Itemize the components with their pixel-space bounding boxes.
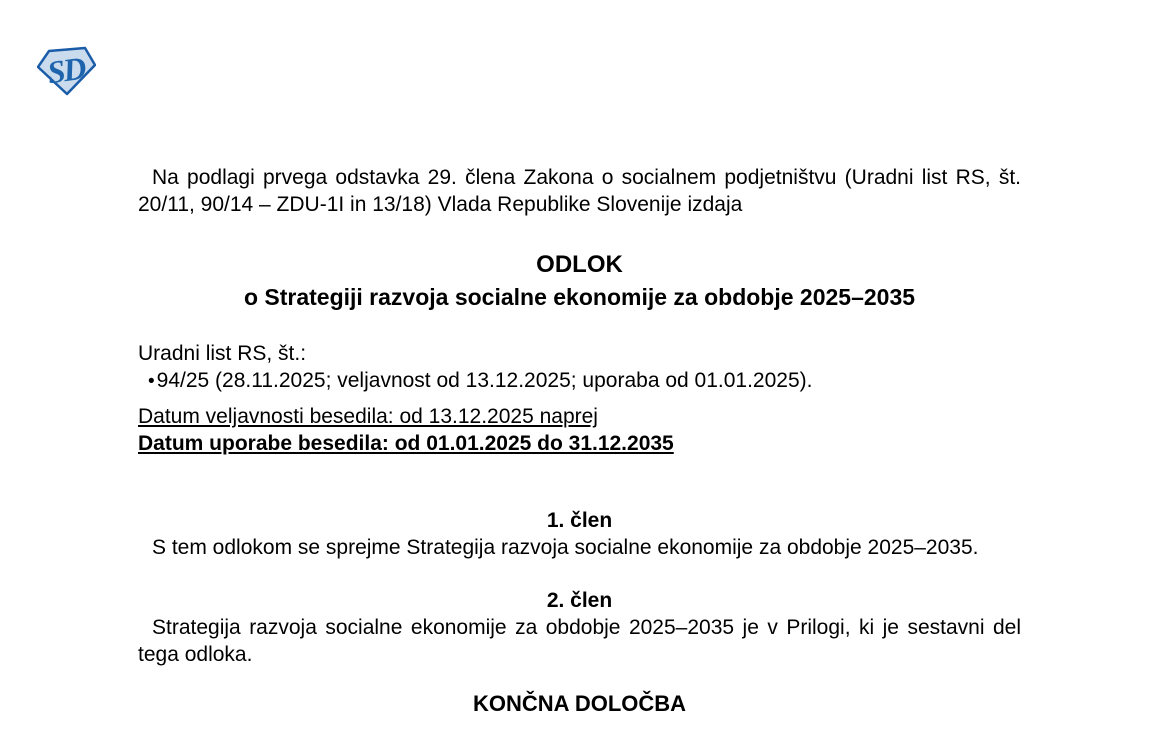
article-1-body: S tem odlokom se sprejme Strategija razvoja socialne ekonomije za obdobje 2025–2035. [152, 536, 979, 559]
article-2-heading: 2. člen [546, 589, 613, 612]
gazette-label: Uradni list RS, št.: [138, 342, 307, 365]
intro-paragraph: Na podlagi prvega odstavka 29. člena Zakona o socialnem podjetništvu (Uradni list RS, št. 20/11, 90/14 – ZDU-1I in 13/18) Vlada Republike Slovenije izdaja [138, 166, 1021, 216]
application-date-line: Datum uporabe besedila: od 01.01.2025 do 31.12.2035 [138, 432, 674, 455]
document-title: ODLOK [536, 251, 623, 278]
datum-block [138, 403, 1021, 457]
logo-sd-letters: SD [45, 49, 87, 91]
document-subtitle: o Strategiji razvoja socialne ekonomije za obdobje 2025–2035 [243, 284, 916, 310]
sd-diamond-logo [37, 45, 96, 96]
gazette-section [138, 340, 1021, 395]
gazette-item-text: 94/25 (28.11.2025; veljavnost od 13.12.2025; uporaba od 01.01.2025). [156, 369, 813, 392]
final-provision-heading: KONČNA DOLOČBA [472, 691, 687, 716]
article-2-body: Strategija razvoja socialne ekonomije za obdobje 2025–2035 je v Prilogi, ki je sestavni del tega odloka. [138, 616, 1021, 666]
document-content [138, 164, 1021, 717]
bullet-icon: • [148, 371, 155, 392]
validity-date-line: Datum veljavnosti besedila: od 13.12.2025 naprej [138, 405, 598, 428]
title-block [138, 248, 1021, 314]
article-1-heading: 1. člen [546, 509, 613, 532]
gazette-item [138, 367, 1021, 395]
